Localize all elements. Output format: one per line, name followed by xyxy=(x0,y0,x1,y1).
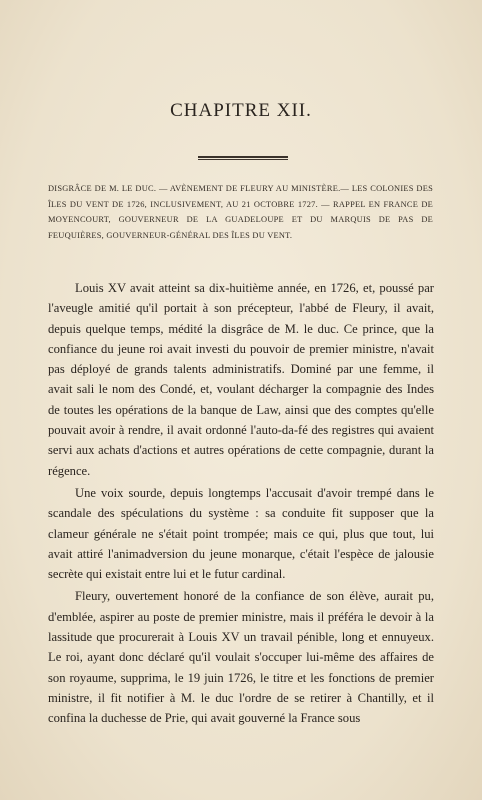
chapter-title: CHAPITRE XII. xyxy=(170,100,312,121)
paragraph-1: Louis XV avait atteint sa dix-huitième année, en 1726, et, poussé par l'aveugle amitié qu'il portait à son précepteur, l'abbé de Fleury, il avait, depuis quelque temps, médité la disgrâce de M. le duc. Ce prince, que la confiance du jeune roi avait investi du pouvoir de premier ministre, n'avait pas déployé de grands talents administratifs. Dominé par une femme, il avait sali le nom des Condé, et, voulant décharger la compagnie des Indes de toutes les opérations de la banque de Law, ainsi que des comptes qu'elle pouvait avoir à rendre, il avait ordonné l'auto-da-fé des registres qui avaient servi aux achats d'actions et autres opérations de cette compagnie, durant la régence. xyxy=(48,281,434,478)
paragraph-3: Fleury, ouvertement honoré de la confiance de son élève, aurait pu, d'emblée, aspirer au poste de premier ministre, mais il préféra le devoir à la lassitude que procurerait à Louis XV un travail pénible, long et ennuyeux. Le roi, ayant donc déclaré qu'il voulait s'occuper lui-même des affaires de son royaume, supprima, le 19 juin 1726, le titre et les fonctions de premier ministre, il fit notifier à M. le duc l'ordre de se retirer à Chantilly, et il confina la duchesse de Prie, qui avait gouverné la France sous xyxy=(48,589,434,726)
chapter-summary: DISGRÂCE DE M. LE DUC. — AVÈNEMENT DE FLEURY AU MINISTÈRE.— LES COLONIES DES ÎLES DU VENT DE 1726, INCLUSIVEMENT, AU 21 OCTOBRE 1727. — RAPPEL EN FRANCE DE MOYENCOURT, GOUVERNEUR DE LA GUADELOUPE ET DU MARQUIS DE PAS DE FEUQUIÈRES, GOUVERNEUR-GÉNÉRAL DES ÎLES DU VENT. xyxy=(48,184,433,240)
paragraph-2: Une voix sourde, depuis longtemps l'accusait d'avoir trempé dans le scandale des spéculations du système : sa conduite fit supposer que la clameur générale ne s'était point trompée; mais ce qui, plus que tout, lui avait attiré l'animadversion du jeune monarque, c'était l'espèce de jalousie secrète qui existait entre lui et le futur cardinal. xyxy=(48,485,434,582)
body-text xyxy=(48,278,434,729)
chapter-rule xyxy=(198,156,288,160)
